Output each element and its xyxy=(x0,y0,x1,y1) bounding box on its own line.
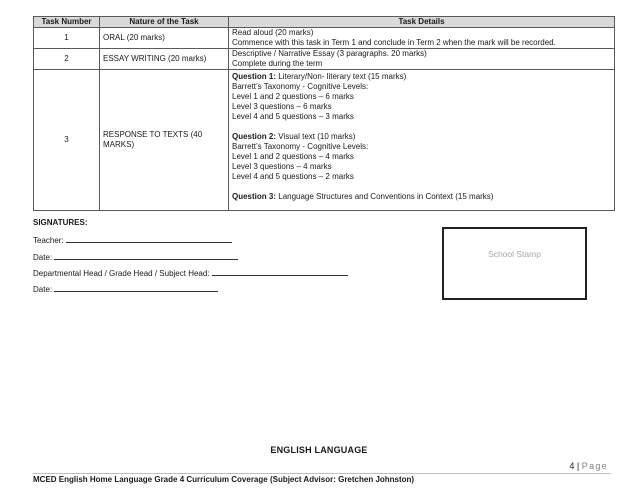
detail-line: Level 4 and 5 questions – 3 marks xyxy=(232,112,354,121)
page-word: Page xyxy=(581,461,608,471)
date2-label: Date: xyxy=(33,285,55,294)
task-table xyxy=(33,16,615,211)
question-3-line xyxy=(232,192,611,202)
head-signature-field[interactable] xyxy=(212,267,348,276)
teacher-signature-line xyxy=(33,234,232,246)
head-signature-line xyxy=(33,267,348,279)
detail-line: Barrett’s Taxonomy - Cognitive Levels: xyxy=(232,82,369,91)
teacher-signature-field[interactable] xyxy=(66,234,232,243)
task-nature: ORAL (20 marks) xyxy=(100,28,229,49)
header-nature: Nature of the Task xyxy=(100,17,229,28)
teacher-label: Teacher: xyxy=(33,236,66,245)
header-details: Task Details xyxy=(229,17,615,28)
detail-line: Commence with this task in Term 1 and conclude in Term 2 when the mark will be recorded. xyxy=(232,38,556,47)
date2-signature-line xyxy=(33,283,218,295)
question-3-text: Language Structures and Conventions in Context (15 marks) xyxy=(276,192,494,201)
question-2-line xyxy=(232,132,611,142)
detail-line: Level 4 and 5 questions – 2 marks xyxy=(232,172,354,181)
signatures-heading: SIGNATURES: xyxy=(33,218,88,227)
page-separator: | xyxy=(574,461,582,471)
task-number: 3 xyxy=(34,70,100,211)
question-2-text: Visual text (10 marks) xyxy=(276,132,356,141)
head-label: Departmental Head / Grade Head / Subject Head: xyxy=(33,269,212,278)
header-task-number: Task Number xyxy=(34,17,100,28)
question-1-label: Question 1: xyxy=(232,72,277,81)
task-number: 2 xyxy=(34,49,100,70)
task-nature: ESSAY WRITING (20 marks) xyxy=(100,49,229,70)
detail-line: Complete during the term xyxy=(232,59,323,68)
school-stamp-label: School Stamp xyxy=(488,248,541,259)
detail-line: Descriptive / Narrative Essay (3 paragraphs. 20 marks) xyxy=(232,49,427,58)
task-details xyxy=(229,70,615,211)
detail-line: Level 3 questions – 4 marks xyxy=(232,162,332,171)
table-row xyxy=(34,28,615,49)
question-2-label: Question 2: xyxy=(232,132,277,141)
question-1-line xyxy=(232,72,611,82)
task-details xyxy=(229,28,615,49)
footer-title: ENGLISH LANGUAGE xyxy=(270,445,368,455)
table-row xyxy=(34,49,615,70)
footer-info: MCED English Home Language Grade 4 Curriculum Coverage (Subject Advisor: Gretchen Johnston) xyxy=(33,475,415,484)
question-3-label: Question 3: xyxy=(232,192,277,201)
detail-line: Barrett’s Taxonomy - Cognitive Levels: xyxy=(232,142,369,151)
table-row xyxy=(34,70,615,211)
school-stamp-box xyxy=(442,227,587,300)
table-header-row xyxy=(34,17,615,28)
question-1-text: Literary/Non- literary text (15 marks) xyxy=(276,72,407,81)
detail-line: Read aloud (20 marks) xyxy=(232,28,314,37)
date-field[interactable] xyxy=(54,251,238,260)
task-details xyxy=(229,49,615,70)
page-number-value: 4 xyxy=(569,461,575,471)
footer-divider xyxy=(33,473,611,474)
detail-line: Level 1 and 2 questions – 4 marks xyxy=(232,152,354,161)
task-nature: RESPONSE TO TEXTS (40 MARKS) xyxy=(100,70,229,211)
date2-field[interactable] xyxy=(54,283,218,292)
date-label: Date: xyxy=(33,253,55,262)
task-number: 1 xyxy=(34,28,100,49)
detail-line: Level 3 questions – 6 marks xyxy=(232,102,332,111)
detail-line: Level 1 and 2 questions – 6 marks xyxy=(232,92,354,101)
date-signature-line xyxy=(33,251,238,263)
page-number xyxy=(569,461,608,471)
